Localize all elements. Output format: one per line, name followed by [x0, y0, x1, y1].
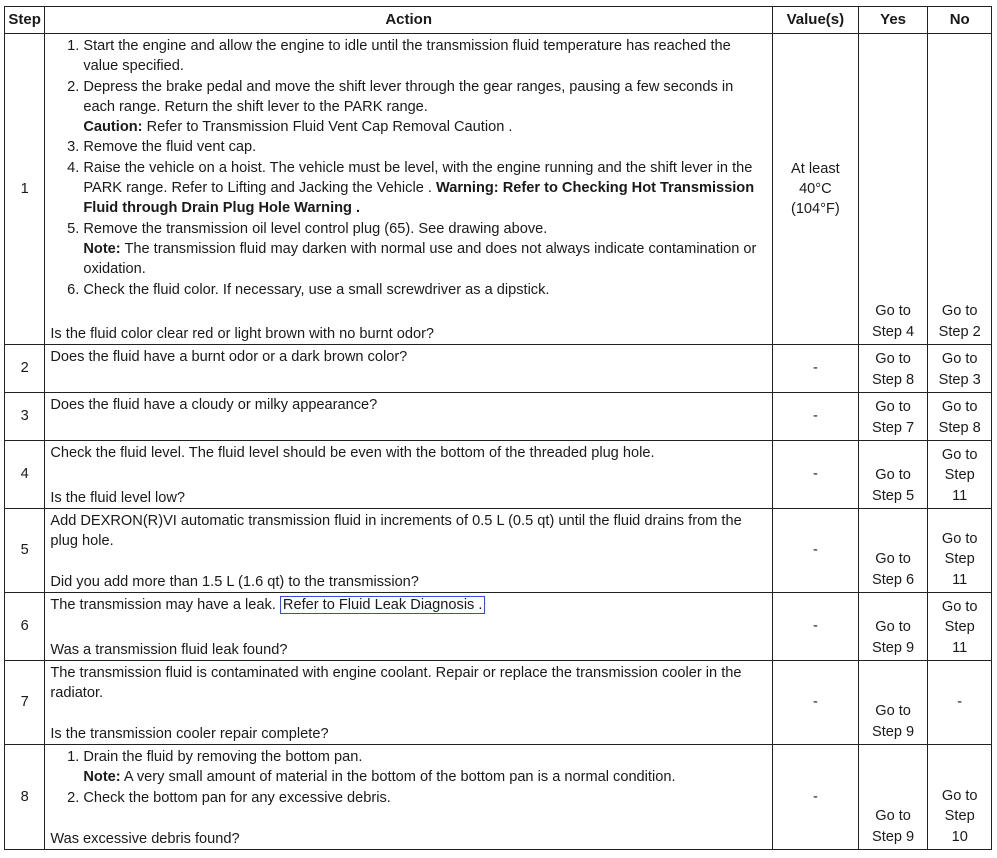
action-cell	[45, 393, 773, 441]
diagnostic-table	[4, 6, 992, 850]
fluid-leak-diagnosis-link[interactable]: Refer to Fluid Leak Diagnosis .	[280, 596, 486, 614]
yes-cell: Go to Step 6	[858, 509, 928, 593]
instruction-text: Add DEXRON(R)VI automatic transmission fluid in increments of 0.5 L (0.5 qt) until the fluid drains from the plug hole.	[50, 513, 742, 550]
caution-text: Refer to Transmission Fluid Vent Cap Removal Caution .	[142, 119, 513, 136]
warning-text: Warning: Refer to Checking Hot Transmission Fluid through Drain Plug Hole Warning .	[83, 180, 755, 217]
step-number: 2	[5, 345, 45, 393]
value-cell: -	[772, 345, 858, 393]
list-item: 2. Check the bottom pan for any excessive debris.	[83, 788, 768, 808]
instruction-text: The transmission may have a leak. Refer to Fluid Leak Diagnosis .	[50, 595, 768, 615]
value-cell: At least 40°C (104°F)	[772, 34, 858, 345]
value-cell: -	[772, 441, 858, 509]
no-cell: Go to Step 11	[928, 441, 992, 509]
table-row	[5, 593, 992, 661]
step-number: 8	[5, 745, 45, 850]
note-label: Note:	[83, 769, 121, 786]
yes-cell: Go to Step 4	[858, 34, 928, 345]
yes-cell: Go to Step 9	[858, 745, 928, 850]
no-cell: Go to Step 11	[928, 593, 992, 661]
step-number: 1	[5, 34, 45, 345]
question-text: Does the fluid have a burnt odor or a dark brown color?	[50, 349, 408, 365]
header-values: Value(s)	[772, 7, 858, 34]
table-row	[5, 745, 992, 850]
list-item: 1. Start the engine and allow the engine to idle until the transmission fluid temperature has reached the value specified.	[83, 36, 768, 77]
list-item: 2. Depress the brake pedal and move the shift lever through the gear ranges, pausing a few seconds in each range. Return the shift lever to the PARK range. Caution: Refer to Transmission Fluid Vent Cap Removal Caution .	[83, 77, 768, 138]
step-number: 3	[5, 393, 45, 441]
yes-cell: Go to Step 8	[858, 345, 928, 393]
value-cell: -	[772, 593, 858, 661]
question-text: Was excessive debris found?	[50, 830, 240, 847]
question-text: Does the fluid have a cloudy or milky appearance?	[50, 397, 378, 413]
value-cell: -	[772, 393, 858, 441]
question-text: Is the fluid level low?	[50, 489, 186, 506]
list-item: 6. Check the fluid color. If necessary, use a small screwdriver as a dipstick.	[83, 280, 768, 300]
question-text: Was a transmission fluid leak found?	[50, 641, 288, 658]
value-cell: -	[772, 661, 858, 745]
note-text: A very small amount of material in the bottom of the bottom pan is a normal condition.	[120, 769, 676, 786]
table-row	[5, 509, 992, 593]
no-cell: Go to Step 2	[928, 34, 992, 345]
value-cell: -	[772, 745, 858, 850]
table-row	[5, 393, 992, 441]
question-text: Is the transmission cooler repair complete?	[50, 725, 329, 742]
table-row	[5, 345, 992, 393]
header-yes: Yes	[858, 7, 928, 34]
action-cell	[45, 661, 773, 745]
action-cell	[45, 441, 773, 509]
no-cell: Go to Step 8	[928, 393, 992, 441]
header-step: Step	[5, 7, 45, 34]
action-cell	[45, 745, 773, 850]
action-cell	[45, 34, 773, 345]
action-cell	[45, 509, 773, 593]
yes-cell: Go to Step 9	[858, 661, 928, 745]
note-text: The transmission fluid may darken with normal use and does not always indicate contamination or oxidation.	[83, 240, 757, 278]
no-cell: Go to Step 10	[928, 745, 992, 850]
step-number: 4	[5, 441, 45, 509]
question-text: Did you add more than 1.5 L (1.6 qt) to the transmission?	[50, 573, 419, 590]
yes-cell: Go to Step 5	[858, 441, 928, 509]
action-cell	[45, 593, 773, 661]
table-row	[5, 661, 992, 745]
step-number: 7	[5, 661, 45, 745]
header-row	[5, 7, 992, 34]
yes-cell: Go to Step 7	[858, 393, 928, 441]
value-cell: -	[772, 509, 858, 593]
list-item: 5. Remove the transmission oil level control plug (65). See drawing above. Note: The transmission fluid may darken with normal use and does not always indicate contamination or oxidation.	[83, 219, 768, 280]
instruction-text: The transmission fluid is contaminated with engine coolant. Repair or replace the transmission cooler in the radiator.	[50, 665, 742, 702]
instruction-text: Check the fluid level. The fluid level should be even with the bottom of the threaded plug hole.	[50, 445, 655, 461]
no-cell: Go to Step 11	[928, 509, 992, 593]
list-item: 1. Drain the fluid by removing the bottom pan. Note: A very small amount of material in the bottom of the bottom pan is a normal condition.	[83, 747, 768, 788]
table-row	[5, 34, 992, 345]
note-label: Note:	[83, 240, 121, 257]
question-text: Is the fluid color clear red or light brown with no burnt odor?	[50, 325, 435, 342]
yes-cell: Go to Step 9	[858, 593, 928, 661]
header-action: Action	[45, 7, 773, 34]
list-item: 3. Remove the fluid vent cap.	[83, 137, 768, 157]
action-cell	[45, 345, 773, 393]
step-number: 6	[5, 593, 45, 661]
list-item: 4. Raise the vehicle on a hoist. The vehicle must be level, with the engine running and the shift lever in the PARK range. Refer to Lifting and Jacking the Vehicle . Warning: Refer to Checking Hot Transmission Fluid through Drain Plug Hole Warning .	[83, 158, 768, 219]
table-row	[5, 441, 992, 509]
no-cell: Go to Step 3	[928, 345, 992, 393]
caution-label: Caution:	[83, 119, 143, 136]
header-no: No	[928, 7, 992, 34]
no-cell: -	[928, 661, 992, 745]
step-number: 5	[5, 509, 45, 593]
